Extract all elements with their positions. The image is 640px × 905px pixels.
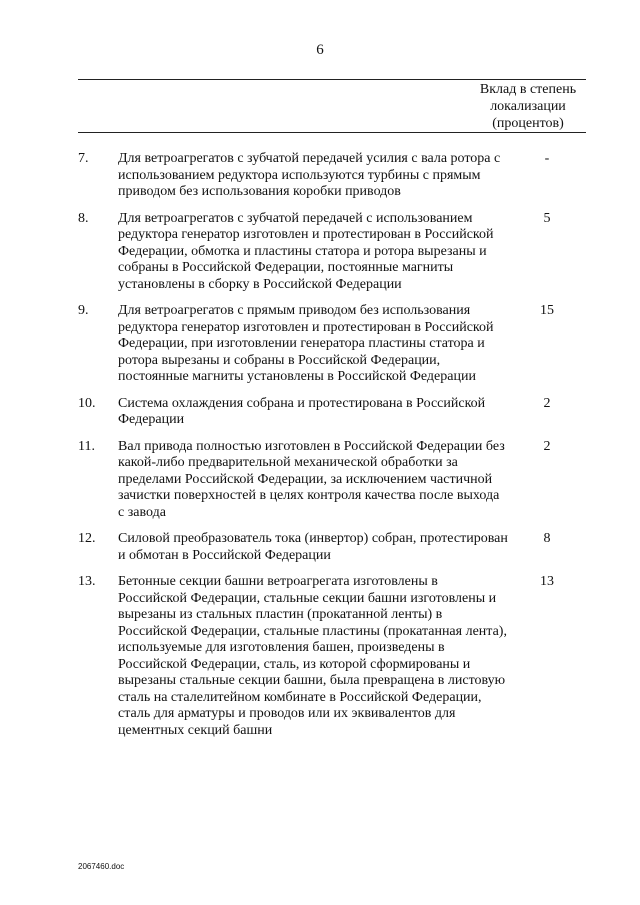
row-value: -	[544, 151, 550, 166]
row-number: 12.	[78, 531, 96, 546]
table-row	[78, 574, 586, 739]
row-text: Вал привода полностью изготовлен в Российской Федерации без какой-либо предварительной механической обработки за пределами Российской Федерации, за исключением частичной зачистки поверхностей в целях контроля качества после выхода с завода	[118, 438, 505, 520]
table-row	[78, 396, 586, 429]
row-number: 7.	[78, 151, 89, 166]
column-header-localization	[470, 81, 586, 132]
document-filename-footer: 2067460.doc	[78, 862, 125, 871]
row-text: Для ветроагрегатов с зубчатой передачей с использованием редуктора генератор изготовлен и протестирован в Российской Федерации, обмотка и пластины статора и ротора вырезаны и собраны в Российской Федерации, постоянные магниты установлены в сборку в Российской Федерации	[118, 210, 494, 292]
row-number: 8.	[78, 210, 89, 226]
table-row	[78, 439, 586, 522]
row-value: 13	[540, 574, 554, 589]
table-top-rule	[78, 79, 586, 80]
row-value: 2	[543, 395, 551, 411]
column-header-line-1: Вклад в степень	[479, 82, 577, 97]
row-number: 11.	[78, 438, 95, 454]
table-row	[78, 211, 586, 294]
table-header-rule	[78, 132, 586, 133]
row-value: 5	[543, 210, 551, 226]
row-value: 2	[543, 438, 551, 454]
row-text: Система охлаждения собрана и протестирована в Российской Федерации	[118, 395, 486, 427]
row-value: 8	[543, 531, 551, 546]
column-header-line-2: локализации	[490, 99, 566, 114]
table-row	[78, 151, 586, 201]
table-row	[78, 303, 586, 386]
row-text: Силовой преобразователь тока (инвертор) собран, протестирован и обмотан в Российской Федерации	[118, 531, 508, 563]
row-text: Для ветроагрегатов с зубчатой передачей усилия с вала ротора с использованием редуктора используются турбины с прямым приводом без использования коробки приводов	[118, 151, 501, 199]
row-text: Для ветроагрегатов с прямым приводом без использования редуктора генератор изготовлен и протестирован в Российской Федерации, при изготовлении генератора пластины статора и ротора вырезаны и собраны в Российской Федерации, постоянные магниты установлены в Российской Федерации	[118, 303, 494, 384]
table-body	[78, 151, 586, 749]
page-number: 6	[316, 42, 324, 58]
row-number: 9.	[78, 303, 89, 318]
row-number: 13.	[78, 574, 96, 589]
column-header-line-3: (процентов)	[492, 116, 564, 131]
row-value: 15	[540, 303, 554, 318]
table-row	[78, 531, 586, 564]
row-number: 10.	[78, 395, 96, 411]
row-text: Бетонные секции башни ветроагрегата изготовлены в Российской Федерации, стальные секции башни изготовлены и вырезаны из стальных пластин (прокатанной ленты) в Российской Федерации, стальные пластины (прокатанная лента), используемые для изготовления башен, произведены в Российской Федерации, сталь, из которой сформированы и вырезаны стальные секции башни, была превращена в листовую сталь на сталелитейном комбинате в Российской Федерации, сталь для арматуры и проводов или их эквивалентов для цементных секций башни	[118, 574, 507, 738]
